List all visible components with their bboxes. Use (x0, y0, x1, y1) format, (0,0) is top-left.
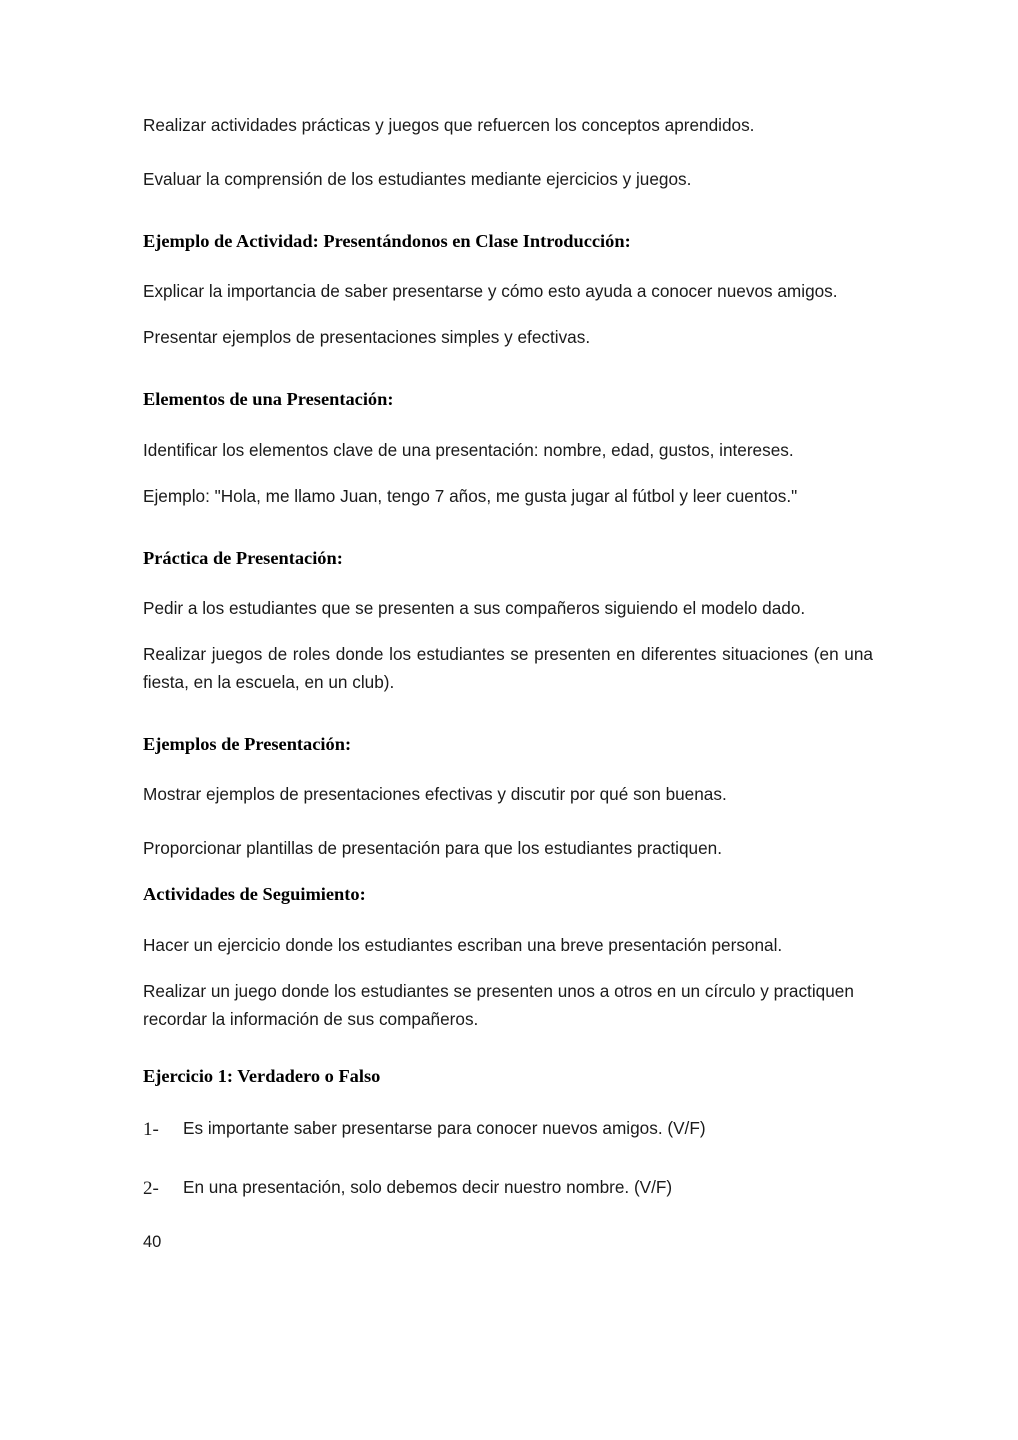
list-item-text: En una presentación, solo debemos decir nuestro nombre. (V/F) (183, 1176, 673, 1197)
paragraph-11: Hacer un ejercicio donde los estudiantes escriban una breve presentación personal. (143, 934, 783, 955)
paragraph-10: Proporcionar plantillas de presentación para que los estudiantes practiquen. (143, 838, 723, 859)
heading-actividades-seguimiento: Actividades de Seguimiento: (143, 884, 366, 905)
paragraph-12: Realizar un juego donde los estudiantes se presenten unos a otros en un círculo y practiquen recordar la información de sus compañeros. (143, 980, 854, 1029)
paragraph-1: Realizar actividades prácticas y juegos que refuercen los conceptos aprendidos. (143, 115, 755, 135)
list-item-number: 2- (143, 1177, 159, 1199)
heading-ejercicio-1: Ejercicio 1: Verdadero o Falso (143, 1066, 381, 1087)
list-item-text: Es importante saber presentarse para conocer nuevos amigos. (V/F) (183, 1118, 706, 1139)
list-item (143, 1175, 873, 1204)
paragraph-5: Identificar los elementos clave de una presentación: nombre, edad, gustos, intereses. (143, 439, 794, 460)
paragraph-3: Explicar la importancia de saber presentarse y cómo esto ayuda a conocer nuevos amigos. (143, 281, 838, 302)
paragraph-4: Presentar ejemplos de presentaciones simples y efectivas. (143, 327, 591, 348)
list-item (143, 1116, 873, 1145)
paragraph-7: Pedir a los estudiantes que se presenten a sus compañeros siguiendo el modelo dado. (143, 598, 806, 619)
heading-ejemplo-actividad: Ejemplo de Actividad: Presentándonos en Clase Introducción: (143, 230, 631, 251)
list-item-number: 1- (143, 1119, 159, 1141)
page-number: 40 (143, 1233, 162, 1252)
paragraph-6: Ejemplo: "Hola, me llamo Juan, tengo 7 años, me gusta jugar al fútbol y leer cuentos." (143, 485, 798, 506)
paragraph-8: Realizar juegos de roles donde los estudiantes se presenten en diferentes situaciones (en una fiesta, en la escuela, en un club). (143, 644, 873, 692)
paragraph-9: Mostrar ejemplos de presentaciones efectivas y discutir por qué son buenas. (143, 784, 727, 805)
heading-ejemplos-presentacion: Ejemplos de Presentación: (143, 733, 352, 754)
heading-practica-presentacion: Práctica de Presentación: (143, 547, 343, 568)
paragraph-2: Evaluar la comprensión de los estudiantes mediante ejercicios y juegos. (143, 168, 692, 189)
heading-elementos-presentacion: Elementos de una Presentación: (143, 389, 394, 410)
